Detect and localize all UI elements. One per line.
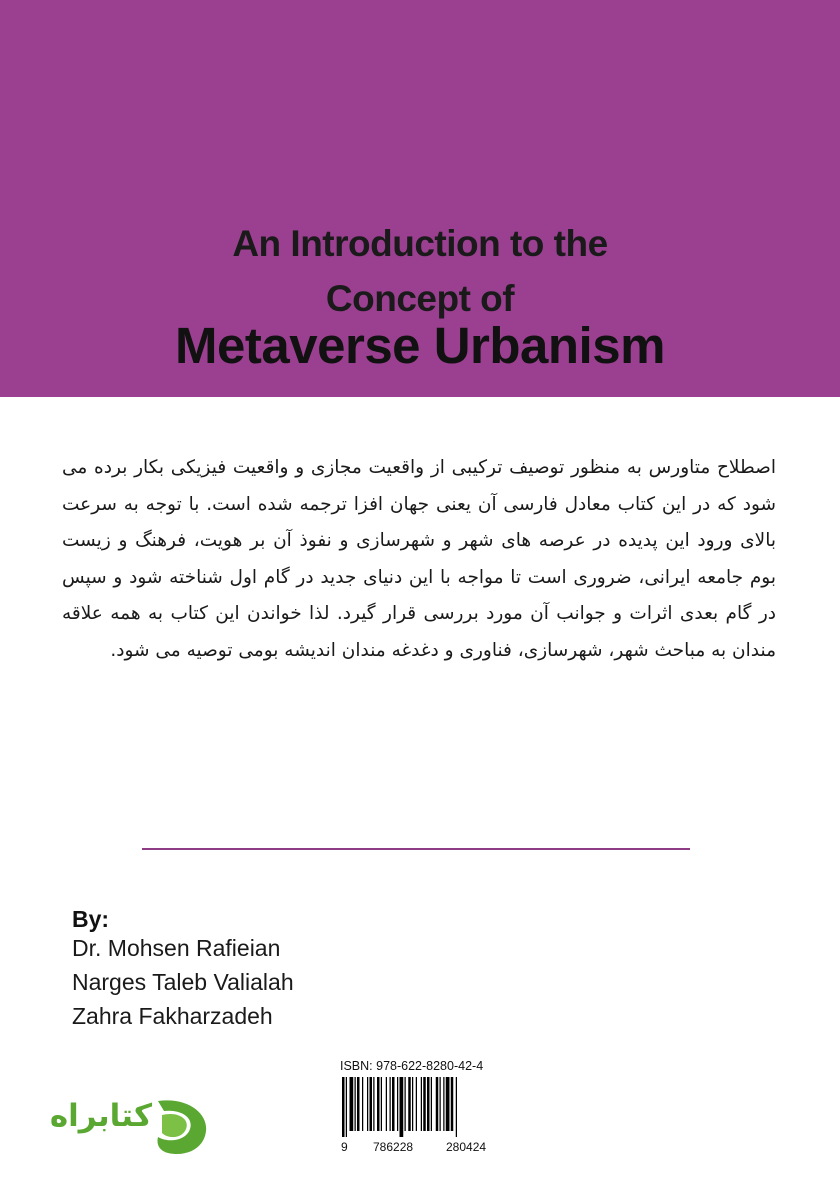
barcode-bar [367,1077,368,1131]
barcode-bar [381,1077,382,1131]
barcode-bar [342,1077,345,1137]
barcode-bar [440,1077,441,1131]
barcode-bar [390,1077,391,1131]
barcode-bar [443,1077,444,1131]
barcode-image [336,1077,504,1141]
barcode-bar [446,1077,450,1131]
barcode-bar [350,1077,354,1131]
isbn-text: ISBN: 978-622-8280-42-4 [340,1059,484,1073]
barcode-bar [377,1077,380,1131]
barcode-bar [405,1077,406,1131]
author-name: Dr. Mohsen Rafieian [72,935,281,961]
barcode-bar [386,1077,387,1131]
barcode-bar [373,1077,374,1131]
barcode-digits-right: 280424 [446,1140,487,1154]
barcode-bar [400,1077,404,1137]
title-line-3: Metaverse Urbanism [175,317,665,374]
title-line-1: An Introduction to the [232,223,608,264]
author-name: Narges Taleb Valialah [72,969,294,995]
barcode-bar [412,1077,413,1131]
barcode-bar [392,1077,395,1131]
barcode-bar [427,1077,430,1131]
barcode-bar [416,1077,417,1131]
barcode-bar [451,1077,454,1131]
divider-line [142,848,690,850]
barcode-bar [362,1077,363,1131]
barcode-bar [431,1077,432,1131]
barcode-bar [370,1077,373,1131]
barcode-digit-lead: 9 [341,1140,348,1154]
barcode-bar [456,1077,457,1137]
barcode-bar [397,1077,398,1131]
book-description: اصطلاح متاورس به منظور توصیف ترکیبی از واقعیت مجازی و واقعیت فیزیکی بکار برده می شود که در این کتاب معادل فارسی آن یعنی جهان افزا ترجمه شده است. با توجه به سرعت بالای ورود این پدیده در عرصه های شهر و شهرسازی و نفوذ آن بر هویت، فرهنگ و زیست بوم جامعه ایرانی، ضروری است تا مواجه با این دنیای جدید در گام اول شناخته شود و سپس در گام بعدی اثرات و جوانب آن مورد بررسی قرار گیرد. لذا خواندن این کتاب به همه علاقه مندان به مباحث شهر، شهرسازی، فناوری و دغدغه مندان اندیشه بومی توصیه می شود. [62,457,776,661]
barcode-bar [346,1077,347,1137]
barcode-bar [421,1077,422,1131]
barcode-bar [408,1077,411,1131]
cover-banner [0,0,840,397]
barcode-digits-left: 786228 [373,1140,414,1154]
authors-label: By: [72,906,110,932]
barcode-bar [436,1077,439,1131]
barcode-bar [423,1077,426,1131]
title-line-2: Concept of [325,278,515,319]
barcode-bar [355,1077,356,1131]
author-name: Zahra Fakharzadeh [72,1003,273,1029]
publisher-name: کتابراه [49,1098,152,1134]
barcode-bar [357,1077,360,1131]
